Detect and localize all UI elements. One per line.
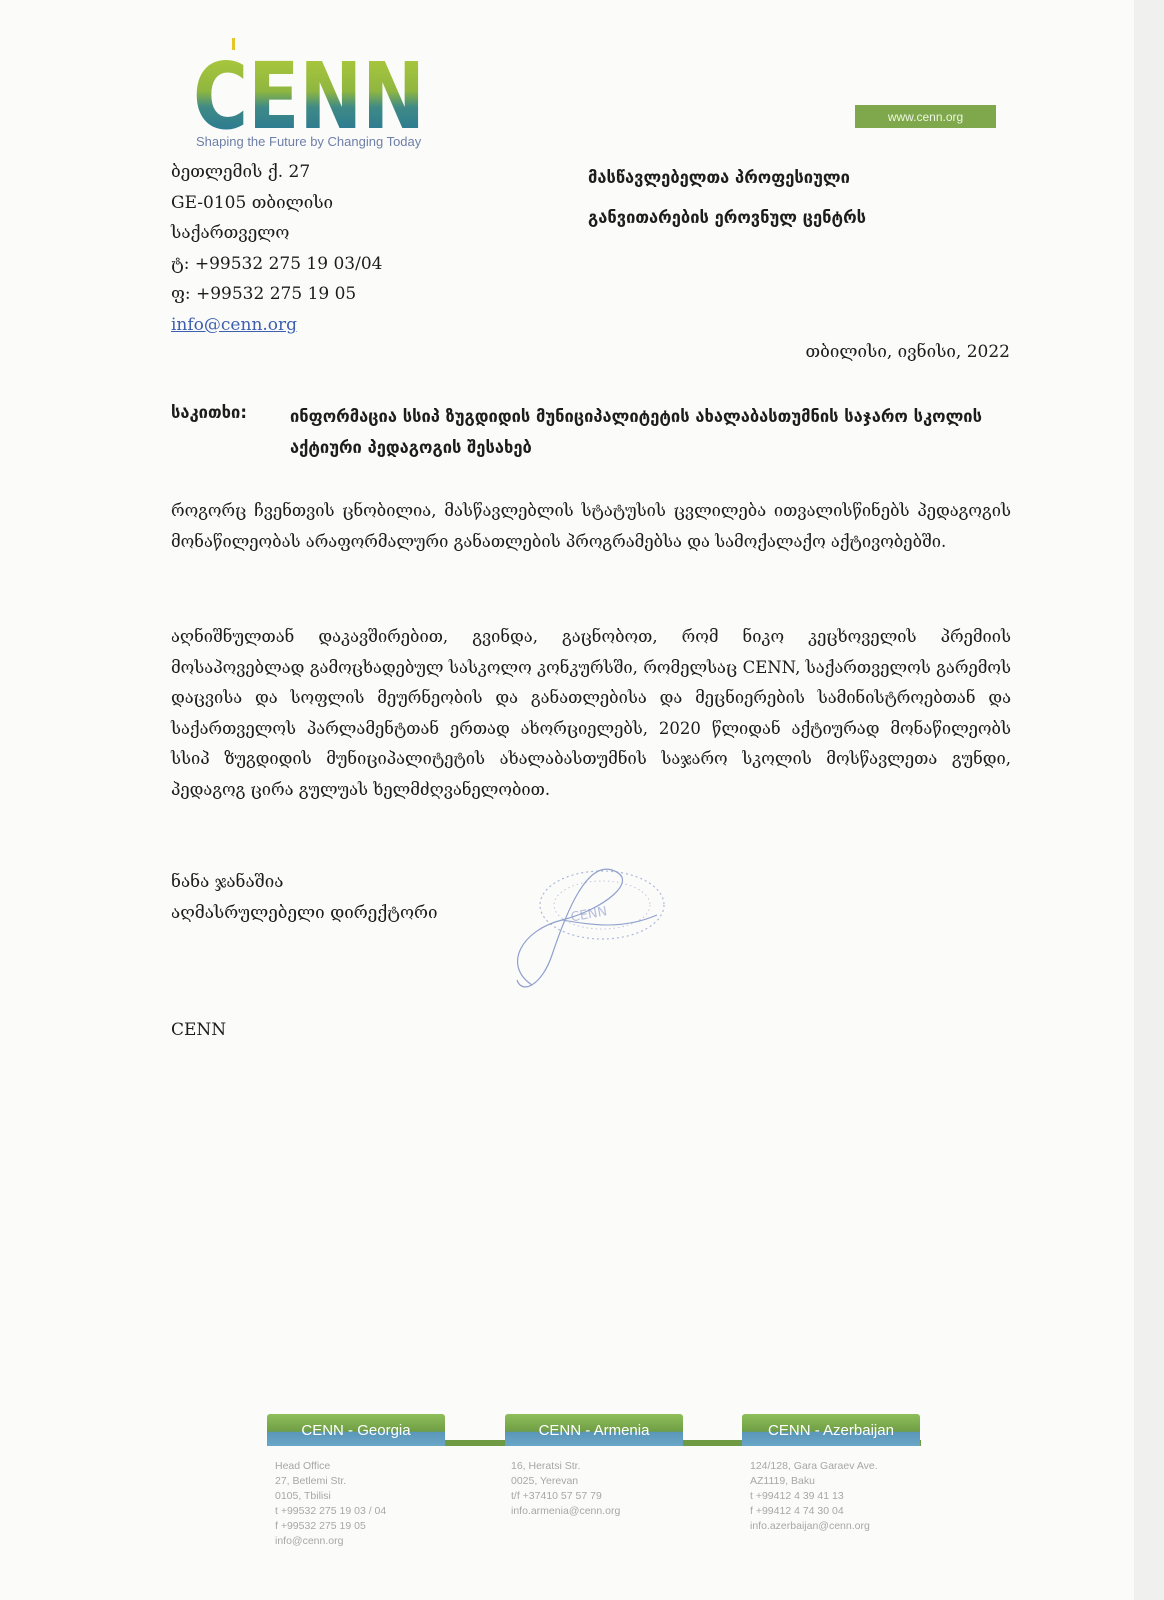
office-email: info@cenn.org [275,1535,344,1547]
signer-name: ნანა ჯანაშია [171,872,284,892]
office-line: f +99532 275 19 05 [275,1520,366,1532]
recipient-line-2: განვითარების ეროვნულ ცენტრს [588,208,867,227]
office-georgia [275,1459,386,1549]
office-line: Head Office [275,1460,331,1472]
signer-title: აღმასრულებელი დირექტორი [171,902,438,923]
office-line: 124/128, Gara Garaev Ave. [750,1460,878,1472]
dateline: თბილისი, ივნისი, 2022 [805,342,1010,362]
signature-and-stamp [492,860,682,1010]
sender-phone: ტ: +99532 275 19 03/04 [171,253,383,274]
sender-fax: ფ: +99532 275 19 05 [171,284,357,304]
sender-city: GE-0105 თბილისი [171,192,334,213]
footer-tab-armenia: CENN - Armenia [505,1414,683,1446]
recipient-line-1: მასწავლებელთა პროფესიული [588,168,850,187]
body-paragraph-1: როგორც ჩვენთვის ცნობილია, მასწავლებლის სტატუსის ცვლილება ითვალისწინებს პედაგოგის მონაწილეობას არაფორმალური განათლების პროგრამებსა და სამოქალაქო აქტივობებში. [171,501,1011,551]
subject-label: საკითხი: [171,403,247,422]
logo-tagline: Shaping the Future by Changing Today [196,134,422,149]
office-line: t/f +37410 57 57 79 [511,1490,602,1502]
sender-street: ბეთლემის ქ. 27 [171,162,311,182]
sender-country: საქართველო [171,223,290,243]
office-azerbaijan [750,1459,878,1534]
office-line: t +99532 275 19 03 / 04 [275,1505,387,1517]
footer-tab-azerbaijan: CENN - Azerbaijan [742,1414,920,1446]
office-email: info.azerbaijan@cenn.org [750,1520,870,1532]
sender-block [171,157,382,340]
sender-email-link[interactable]: info@cenn.org [171,314,298,335]
svg-text:CENN: CENN [193,43,425,138]
office-line: t +99412 4 39 41 13 [750,1490,844,1502]
website-badge: www.cenn.org [855,105,996,128]
office-line: 16, Heratsi Str. [511,1460,581,1472]
office-line: 0105, Tbilisi [275,1490,331,1502]
office-line: 27, Betlemi Str. [275,1475,347,1487]
office-email: info.armenia@cenn.org [511,1505,621,1517]
office-line: f +99412 4 74 30 04 [750,1505,844,1517]
body-paragraph-2: აღნიშნულთან დაკავშირებით, გვინდა, გაცნობოთ, რომ ნიკო კეცხოველის პრემიის მოსაპოვებლად გამოცხადებულ სასკოლო კონკურსში, რომელსაც CENN, საქართველოს გარემოს დაცვისა და სოფლის მეურნეობის და განათლებისა და მეცნიერების სამინისტროებთან და საქართველოს პარლამენტთან ერთად ახორციელებს, 2020 წლიდან აქტიურად მონაწილეობს სსიპ ზუგდიდის მუნიციპალიტეტის ახალაბასთუმნის საჯარო სკოლის მოსწავლეთა გუნდი, პედაგოგ ცირა გულუას ხელმძღვანელობით. [171,627,1011,799]
recipient-block [588,158,866,238]
svg-text:CENN: CENN [569,904,609,926]
organization-name: CENN [171,1020,227,1040]
signer-block [171,867,438,928]
subject-text: ინფორმაცია სსიპ ზუგდიდის მუნიციპალიტეტის ახალაბასთუმნის საჯარო სკოლის აქტიური პედაგოგის შესახებ [290,407,982,457]
office-armenia [511,1459,620,1519]
page-edge [1134,0,1164,1600]
office-line: 0025, Yerevan [511,1475,579,1487]
footer-tab-georgia: CENN - Georgia [267,1414,445,1446]
office-line: AZ1119, Baku [750,1475,815,1487]
